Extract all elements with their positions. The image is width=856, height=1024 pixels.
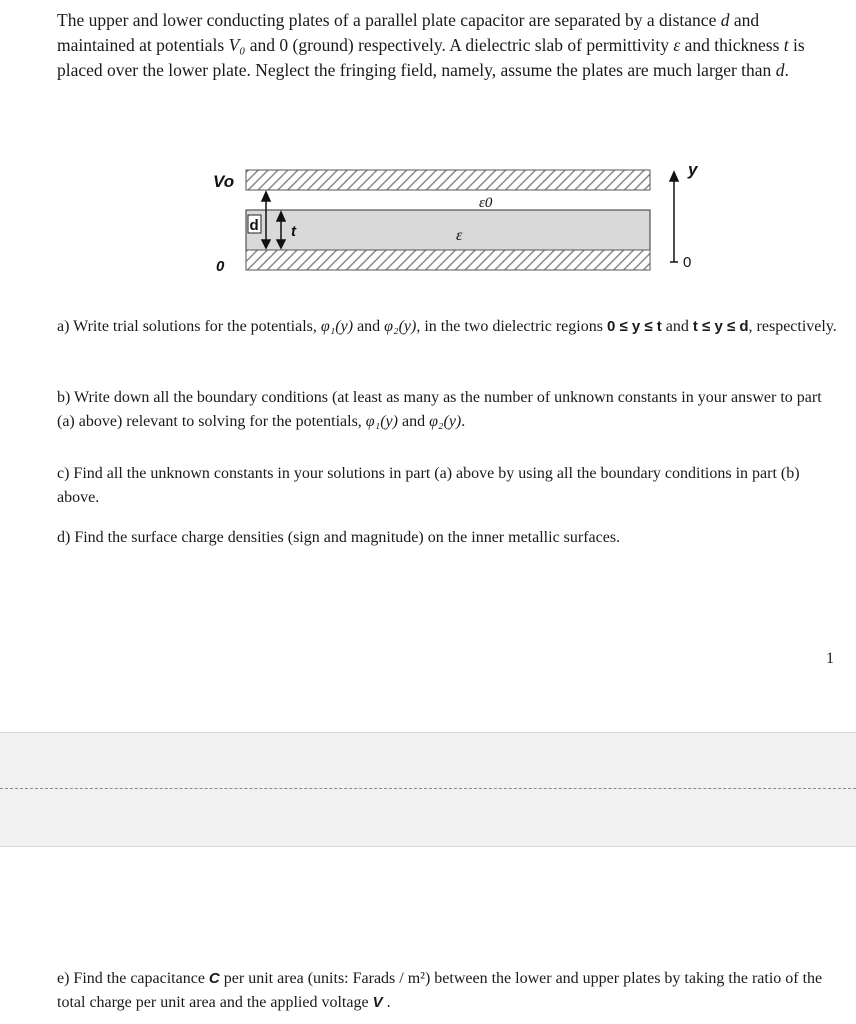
question-d: d) Find the surface charge densities (sign and magnitude) on the inner metallic surfaces. <box>57 529 621 546</box>
qb-phi1: φ₁(y) <box>365 413 398 430</box>
qe-suffix: . <box>382 994 391 1011</box>
eps0-label: ε0 <box>479 195 493 211</box>
top-plate <box>246 170 650 190</box>
axis-origin-label: 0 <box>683 254 692 271</box>
question-c: c) Find all the unknown constants in your solutions in part (a) above by using all the boundary conditions in part (b) above. <box>57 465 800 506</box>
var-d: d <box>720 10 730 30</box>
problem-statement <box>57 8 837 83</box>
qa-mid: , in the two dielectric regions <box>416 318 607 335</box>
qa-range-1: 0 ≤ y ≤ t <box>606 318 662 335</box>
qa-prefix: a) Write trial solutions for the potentials, <box>57 318 321 335</box>
qa-phi1: φ₁(y) <box>320 318 354 335</box>
page-break <box>0 732 856 847</box>
var-t: t <box>783 35 789 55</box>
intro-text-2: and maintained at potentials <box>57 10 760 55</box>
qa-and-2: and <box>661 318 693 335</box>
bottom-potential-label: 0 <box>216 258 225 275</box>
qe-mid: per unit area (units: Farads / m²) between the lower and upper plates by taking the ratio of the total charge per unit area and the applied voltage <box>57 970 823 1011</box>
top-potential-label: Vo <box>213 172 235 191</box>
qb-phi2: φ₂(y) <box>429 413 462 430</box>
question-a <box>57 315 842 339</box>
qb-and-1: and <box>397 413 430 430</box>
t-label: t <box>291 223 296 240</box>
question-e <box>57 967 842 1015</box>
intro-text-1: The upper and lower conducting plates of a parallel plate capacitor are separated by a distance <box>57 10 721 30</box>
var-eps: ε <box>673 35 681 55</box>
page-break-dashed-line <box>0 788 856 789</box>
qe-var-c: C <box>208 970 220 987</box>
eps-label: ε <box>456 227 463 244</box>
question-b <box>57 386 842 434</box>
qe-var-v: V <box>372 994 383 1011</box>
qe-prefix: e) Find the capacitance <box>57 970 209 987</box>
d-label: d <box>249 217 259 234</box>
y-axis-arrow <box>670 172 678 262</box>
intro-text-6: . <box>784 60 789 80</box>
var-d-2: d <box>775 60 785 80</box>
intro-text-5: is placed over the lower plate. Neglect the fringing field, namely, assume the plates are much larger than <box>57 35 805 80</box>
qa-suffix: , respectively. <box>748 318 837 335</box>
page-number: 1 <box>826 650 834 667</box>
y-axis-label: y <box>688 160 698 179</box>
qa-range-2: t ≤ y ≤ d <box>692 318 749 335</box>
qa-phi2: φ₂(y) <box>384 318 417 335</box>
intro-text-3: and 0 (ground) respectively. A dielectric slab of permittivity <box>245 35 674 55</box>
intro-text-4: and thickness <box>680 35 784 55</box>
qa-and-1: and <box>353 318 385 335</box>
bottom-plate <box>246 250 650 270</box>
dielectric-slab <box>246 210 650 250</box>
qb-suffix: . <box>461 413 466 430</box>
qb-prefix: b) Write down all the boundary conditions (at least as many as the number of unknown constants in your answer to part (a) above) relevant to solving for the potentials, <box>57 389 822 430</box>
var-v0: V₀ <box>228 35 246 55</box>
